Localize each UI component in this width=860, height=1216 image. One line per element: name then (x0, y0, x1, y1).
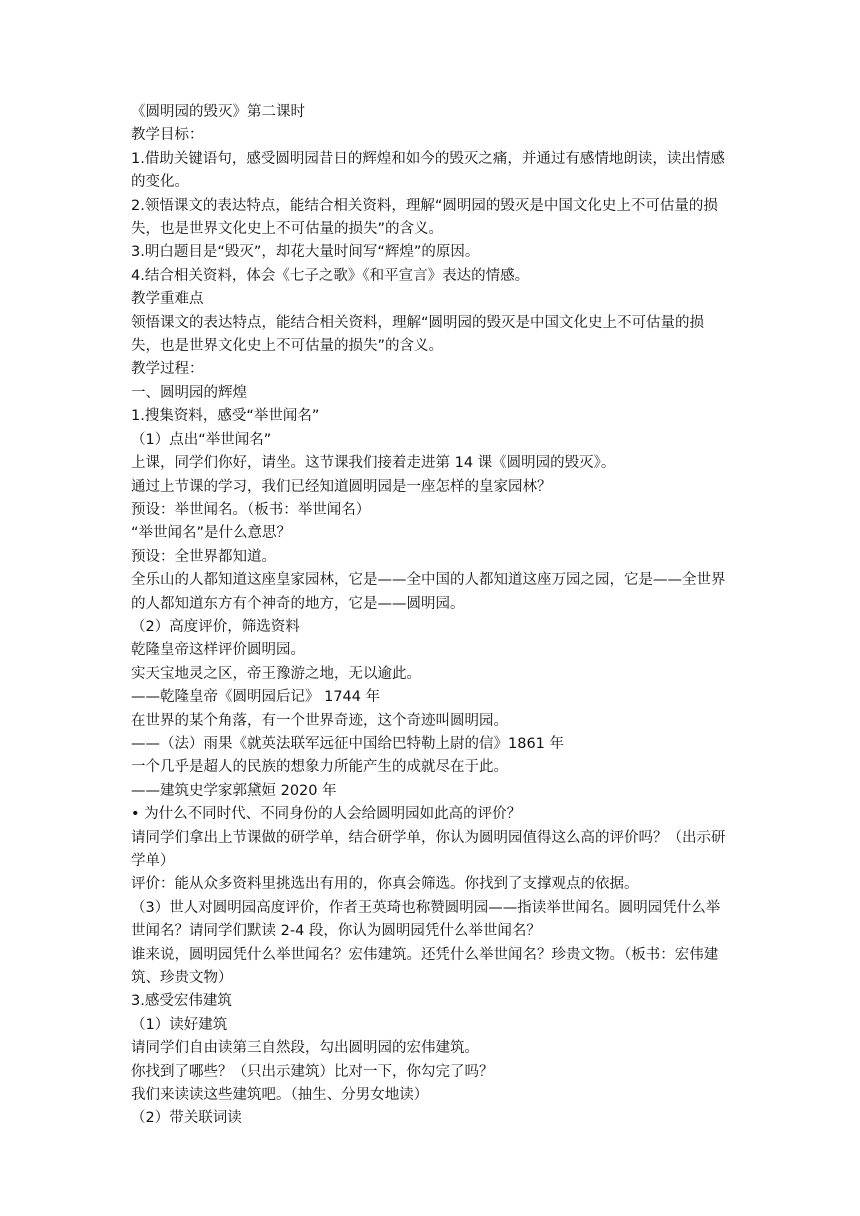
quote-source: ——建筑史学家郭黛姮 2020 年 (131, 782, 337, 799)
quote: 实天宝地灵之区，帝王豫游之地，无以逾此。 (131, 665, 421, 682)
section-heading-key-points: 教学重难点 (131, 291, 204, 308)
section-heading-process: 教学过程： (131, 361, 204, 378)
paragraph: 领悟课文的表达特点，能结合相关资料，理解“圆明园的毁灭是中国文化史上不可估量的损失，也是世界文化史上不可估量的损失”的含义。 (131, 314, 705, 355)
subsection-heading: 3.感受宏伟建筑 (131, 993, 232, 1010)
paragraph: 乾隆皇帝这样评价圆明园。 (131, 642, 305, 659)
document-title: 《圆明园的毁灭》第二课时 (131, 104, 305, 120)
quote-source: ——乾隆皇帝《圆明园后记》 1744 年 (131, 689, 381, 706)
quote-source: ——（法）雨果《就英法联军远征中国给巴特勒上尉的信》1861 年 (131, 735, 565, 752)
paragraph: 预设：全世界都知道。 (131, 548, 276, 565)
step-heading: （3）世人对圆明园高度评价，作者王英琦也称赞圆明园——指读举世闻名。圆明园凭什么举世闻名？请同学们默读 2-4 段，你认为圆明园凭什么举世闻名？ (131, 899, 721, 940)
objective-item: 3.明白题目是“毁灭”，却花大量时间写“辉煌”的原因。 (131, 244, 480, 261)
paragraph: 预设：举世闻名。（板书：举世闻名） (131, 501, 371, 518)
paragraph: 请同学们自由读第三自然段，勾出圆明园的宏伟建筑。 (131, 1040, 479, 1057)
quote: 在世界的某个角落，有一个世界奇迹，这个奇迹叫圆明园。 (131, 712, 508, 729)
subsection-heading: 一、圆明园的辉煌 (131, 384, 247, 401)
paragraph: “举世闻名”是什么意思？ (131, 525, 292, 542)
paragraph: 上课，同学们你好，请坐。这节课我们接着走进第 14 课《圆明园的毁灭》。 (131, 455, 616, 472)
paragraph: 请同学们拿出上节课做的研学单，结合研学单，你认为圆明园值得这么高的评价吗？（出示研学单） (131, 829, 726, 869)
objective-item: 1.借助关键语句，感受圆明园昔日的辉煌和如今的毁灭之痛，并通过有感情地朗读，读出情感的变化。 (131, 150, 725, 191)
document-body (131, 101, 731, 1131)
bullet-question: • 为什么不同时代、不同身份的人会给圆明园如此高的评价？ (131, 806, 522, 823)
paragraph: 评价：能从众多资料里挑选出有用的，你真会筛选。你找到了支撑观点的依据。 (131, 876, 639, 893)
paragraph: 你找到了哪些？（只出示建筑）比对一下，你勾完了吗？ (131, 1063, 494, 1080)
quote: 一个几乎是超人的民族的想象力所能产生的成就尽在于此。 (131, 759, 508, 776)
objective-item: 4.结合相关资料，体会《七子之歌》《和平宣言》表达的情感。 (131, 267, 530, 284)
step-heading: （2）带关联词读 (131, 1110, 242, 1127)
paragraph: 我们来读读这些建筑吧。（抽生、分男女地读） (131, 1087, 429, 1104)
paragraph: 谁来说，圆明园凭什么举世闻名？宏伟建筑。还凭什么举世闻名？珍贵文物。（板书：宏伟建筑、珍贵文物） (131, 946, 719, 987)
paragraph: 全乐山的人都知道这座皇家园林，它是——全中国的人都知道这座万园之园，它是——全世界的人都知道东方有个神奇的地方，它是——圆明园。 (131, 572, 726, 612)
step-heading: （1）读好建筑 (131, 1016, 228, 1033)
step-heading: （2）高度评价，筛选资料 (131, 618, 300, 635)
subsection-heading: 1.搜集资料，感受“举世闻名” (131, 408, 320, 425)
paragraph: 通过上节课的学习，我们已经知道圆明园是一座怎样的皇家园林？ (131, 478, 552, 495)
objective-item: 2.领悟课文的表达特点，能结合相关资料，理解“圆明园的毁灭是中国文化史上不可估量的损失，也是世界文化史上不可估量的损失”的含义。 (131, 197, 718, 238)
section-heading-objectives: 教学目标： (131, 127, 204, 144)
step-heading: （1）点出“举世闻名” (131, 431, 272, 448)
